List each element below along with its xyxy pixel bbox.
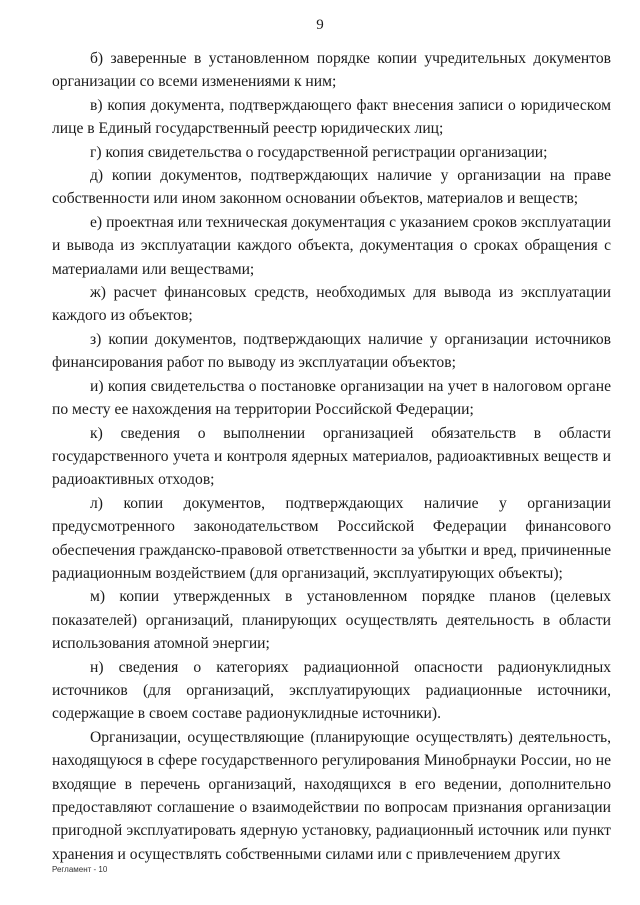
list-item-l: л) копии документов, подтверждающих наличие у организации предусмотренного законодательством Российской Федерации финансового обеспечения гражданско-правовой ответственности за убытки и вред, причиненные радиационным воздействием (для организаций, эксплуатирующих объекты); [52,494,611,582]
page-number: 9 [316,17,324,33]
body-paragraph: Организации, осуществляющие (планирующие осуществлять) деятельность, находящуюся в сфере государственного регулирования Минобрнауки России, но не входящие в перечень организаций, находящихся в его ведении, дополнительно предоставляют соглашение о взаимодействии по вопросам признания организации пригодной эксплуатировать ядерную установку, радиационный источник или пункт хранения и осуществлять собственными силами или с привлечением других [52,728,611,863]
list-item-m: м) копии утвержденных в установленном порядке планов (целевых показателей) организаций, планирующих осуществлять деятельность в области использования атомной энергии; [52,588,611,653]
list-item-d: д) копии документов, подтверждающих наличие у организации на праве собственности или ином законном основании объектов, материалов и веществ; [52,167,611,208]
list-item-n: н) сведения о категориях радиационной опасности радионуклидных источников (для организаций, эксплуатирующих радиационные источники, содержащие в своем составе радионуклидные источники). [52,658,611,723]
list-item-k: к) сведения о выполнении организацией обязательств в области государственного учета и контроля ядерных материалов, радиоактивных веществ и радиоактивных отходов; [52,424,611,489]
list-item-b: б) заверенные в установленном порядке копии учредительных документов организации со всеми изменениями к ним; [52,50,611,91]
list-item-zh: ж) расчет финансовых средств, необходимых для вывода из эксплуатации каждого из объектов; [52,284,611,325]
list-item-g: г) копия свидетельства о государственной регистрации организации; [90,143,548,161]
list-item-i: и) копия свидетельства о постановке организации на учет в налоговом органе по месту ее нахождения на территории Российской Федерации; [52,377,611,419]
list-item-v: в) копия документа, подтверждающего факт внесения записи о юридическом лице в Единый государственный реестр юридических лиц; [52,96,611,138]
list-item-z: з) копии документов, подтверждающих наличие у организации источников финансирования работ по выводу из эксплуатации объектов; [52,330,611,372]
document-body [52,47,611,866]
footer-label: Регламент - 10 [52,865,108,874]
list-item-e: е) проектная или техническая документация с указанием сроков эксплуатации и вывода из эксплуатации каждого объекта, документация о сроках обращения с материалами или веществами; [52,213,611,278]
